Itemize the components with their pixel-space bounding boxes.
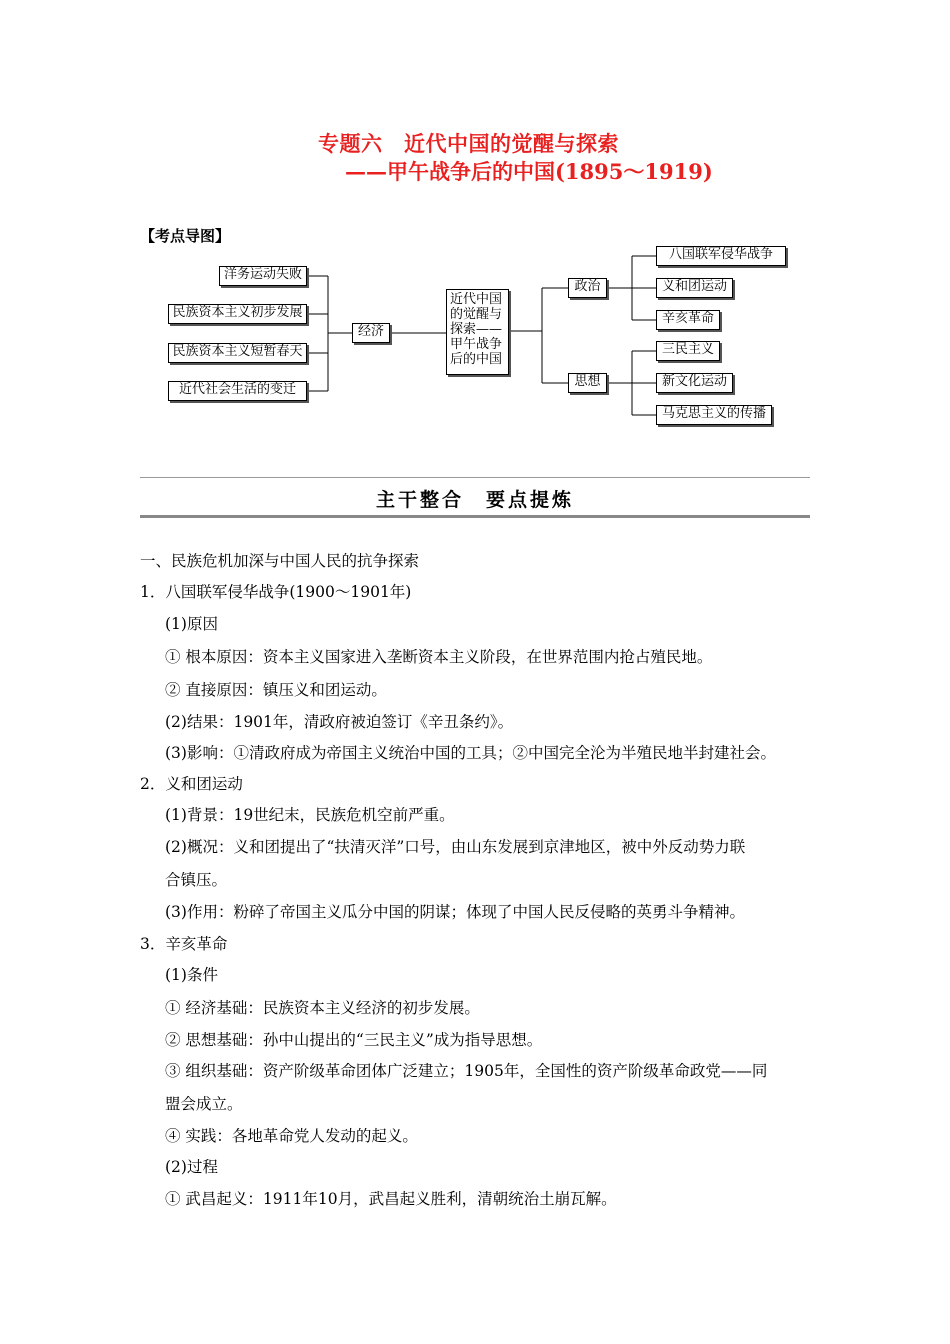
mindmap-node-politics-3: 辛亥革命 (656, 310, 720, 330)
mindmap-node-politics-2: 义和团运动 (656, 278, 733, 298)
paragraph-line: (2)结果：1901年，清政府被迫签订《辛丑条约》。 (165, 713, 514, 731)
doc-title-line1: 专题六 近代中国的觉醒与探索 (318, 131, 619, 156)
paragraph-line: (1)原因 (165, 615, 218, 633)
paragraph-line: ① 经济基础：民族资本主义经济的初步发展。 (165, 999, 480, 1017)
paragraph-line: ② 直接原因：镇压义和团运动。 (165, 681, 387, 699)
paragraph-line: (2)过程 (165, 1158, 218, 1176)
mindmap-node-economy: 经济 (352, 323, 390, 343)
doc-title-line2: ——甲午战争后的中国(1895～1919) (345, 159, 713, 184)
paragraph-line: ③ 组织基础：资产阶级革命团体广泛建立；1905年，全国性的资产阶级革命政党——同 (165, 1062, 768, 1080)
mindmap-node-left-4: 近代社会生活的变迁 (168, 381, 307, 401)
paragraph-line: 盟会成立。 (165, 1095, 243, 1113)
section-divider-bottom (140, 515, 810, 518)
paragraph-line: 合镇压。 (165, 871, 228, 889)
mindmap-node-left-2: 民族资本主义初步发展 (168, 304, 307, 324)
mindmap-node-left-3: 民族资本主义短暂春天 (168, 343, 307, 363)
mindmap-node-politics: 政治 (568, 278, 607, 298)
subheading-1: 1．八国联军侵华战争(1900～1901年) (140, 583, 412, 601)
mindmap-node-politics-1: 八国联军侵华战争 (656, 246, 786, 266)
paragraph-line: (2)概况：义和团提出了“扶清灭洋”口号，由山东发展到京津地区，被中外反动势力联 (165, 838, 746, 856)
section-title: 主干整合 要点提炼 (375, 489, 574, 511)
paragraph-line: ① 武昌起义：1911年10月，武昌起义胜利，清朝统治土崩瓦解。 (165, 1190, 617, 1208)
subheading-3: 3．辛亥革命 (140, 935, 228, 953)
paragraph-line: (3)作用：粉碎了帝国主义瓜分中国的阴谋；体现了中国人民反侵略的英勇斗争精神。 (165, 903, 745, 921)
paragraph-line: (1)背景：19世纪末，民族危机空前严重。 (165, 806, 455, 824)
subheading-2: 2．义和团运动 (140, 775, 243, 793)
paragraph-line: ② 思想基础：孙中山提出的“三民主义”成为指导思想。 (165, 1031, 543, 1049)
heading-1: 一、民族危机加深与中国人民的抗争探索 (140, 552, 420, 570)
mindmap-node-center: 近代中国的觉醒与探索——甲午战争后的中国 (446, 289, 509, 375)
mindmap-node-thought-1: 三民主义 (656, 341, 720, 361)
mindmap-node-thought-3: 马克思主义的传播 (656, 405, 772, 425)
mindmap (0, 0, 950, 440)
paragraph-line: (1)条件 (165, 966, 218, 984)
section-divider-top (140, 477, 810, 478)
paragraph-line: (3)影响：①清政府成为帝国主义统治中国的工具；②中国完全沦为半殖民地半封建社会。 (165, 744, 776, 762)
mindmap-node-left-1: 洋务运动失败 (219, 266, 307, 286)
paragraph-line: ① 根本原因：资本主义国家进入垄断资本主义阶段，在世界范围内抢占殖民地。 (165, 648, 713, 666)
mindmap-label: 【考点导图】 (140, 227, 231, 245)
paragraph-line: ④ 实践：各地革命党人发动的起义。 (165, 1127, 418, 1145)
mindmap-node-thought: 思想 (568, 373, 607, 393)
mindmap-node-thought-2: 新文化运动 (656, 373, 733, 393)
